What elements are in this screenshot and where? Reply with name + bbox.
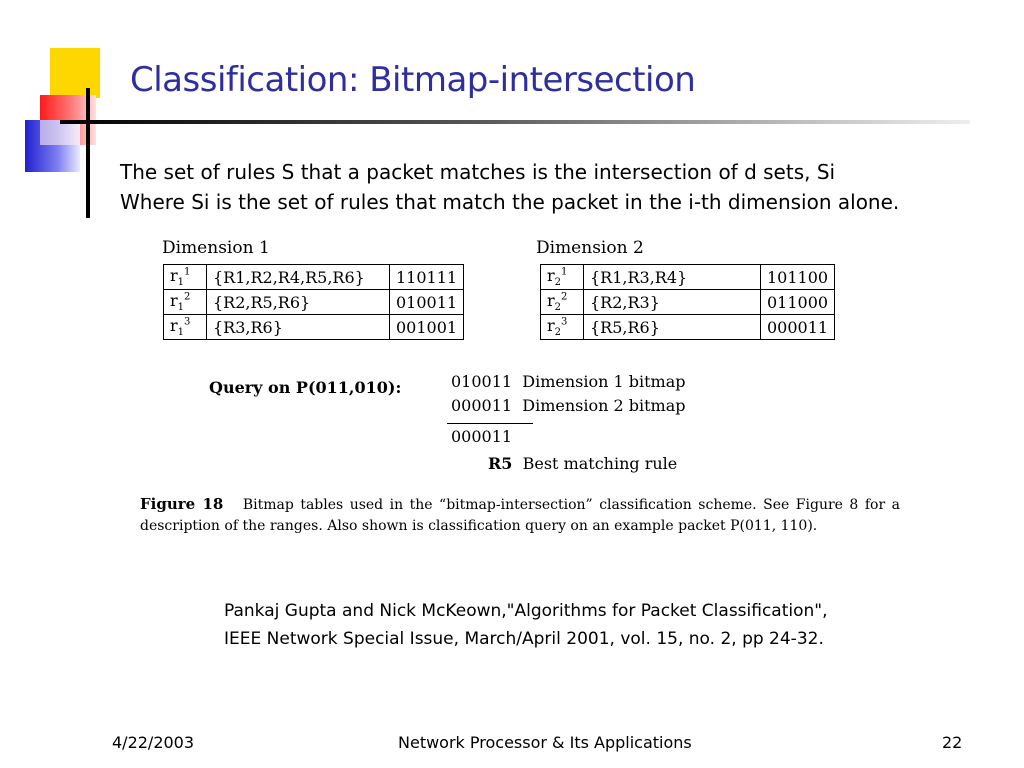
table-row <box>541 290 835 315</box>
slide-title: Classification: Bitmap-intersection <box>130 60 696 100</box>
reference-line-1: Pankaj Gupta and Nick McKeown,"Algorithms for Packet Classification", <box>224 601 828 621</box>
reference-line-2: IEEE Network Special Issue, March/April 2001, vol. 15, no. 2, pp 24-32. <box>224 629 824 649</box>
result-text: Best matching rule <box>522 454 678 473</box>
range-cell: $r_2^2$ <box>541 290 584 315</box>
dim1-table <box>163 264 464 340</box>
dim1-bitmap-bits: 010011 <box>451 372 513 391</box>
rules-cell: {R3,R6} <box>207 315 390 340</box>
body-line-1: The set of rules S that a packet matches is the intersection of d sets, Si <box>120 160 836 184</box>
result-rule: R5 <box>488 454 513 473</box>
title-underline <box>60 120 970 124</box>
query-result-bits: 000011 <box>451 427 513 446</box>
table-row <box>164 290 464 315</box>
range-cell: $r_1^3$ <box>164 315 207 340</box>
footer-date: 4/22/2003 <box>112 733 195 752</box>
table-row <box>541 315 835 340</box>
dim1-bitmap-text: Dimension 1 bitmap <box>522 372 686 391</box>
dim2-bitmap-bits: 000011 <box>451 396 513 415</box>
query-line-1 <box>451 372 686 391</box>
query-result-line <box>488 454 677 473</box>
rules-cell: {R1,R3,R4} <box>584 265 761 290</box>
query-label: Query on P(011,010): <box>209 378 402 397</box>
caption-label: Figure 18 <box>140 495 224 513</box>
page-number: 22 <box>942 733 963 752</box>
reference <box>224 597 828 653</box>
range-cell: $r_2^3$ <box>541 315 584 340</box>
figure-caption <box>140 494 900 537</box>
bitmap-cell: 011000 <box>761 290 835 315</box>
bitmap-cell: 001001 <box>390 315 464 340</box>
table-row <box>164 265 464 290</box>
table-row <box>541 265 835 290</box>
range-cell: $r_2^1$ <box>541 265 584 290</box>
bitmap-cell: 110111 <box>390 265 464 290</box>
range-cell: $r_1^1$ <box>164 265 207 290</box>
logo-vertical-line <box>86 88 90 218</box>
rules-cell: {R5,R6} <box>584 315 761 340</box>
table-row <box>164 315 464 340</box>
slide-body <box>120 157 899 217</box>
caption-text: Bitmap tables used in the “bitmap-intersection” classification scheme. See Figure 8 for a description of the ranges. Also shown is classification query on an example packet P(011, 110). <box>140 497 900 534</box>
rules-cell: {R2,R5,R6} <box>207 290 390 315</box>
bitmap-cell: 010011 <box>390 290 464 315</box>
footer-title: Network Processor & Its Applications <box>398 733 692 752</box>
query-sum-line <box>447 423 533 424</box>
query-line-2 <box>451 396 686 415</box>
rules-cell: {R1,R2,R4,R5,R6} <box>207 265 390 290</box>
bitmap-cell: 000011 <box>761 315 835 340</box>
dim2-label: Dimension 2 <box>536 238 644 258</box>
logo-yellow-square <box>50 48 100 98</box>
rules-cell: {R2,R3} <box>584 290 761 315</box>
dim2-table <box>540 264 835 340</box>
dim1-label: Dimension 1 <box>162 238 270 258</box>
dim2-bitmap-text: Dimension 2 bitmap <box>522 396 686 415</box>
bitmap-cell: 101100 <box>761 265 835 290</box>
body-line-2: Where Si is the set of rules that match the packet in the i-th dimension alone. <box>120 190 900 214</box>
range-cell: $r_1^2$ <box>164 290 207 315</box>
